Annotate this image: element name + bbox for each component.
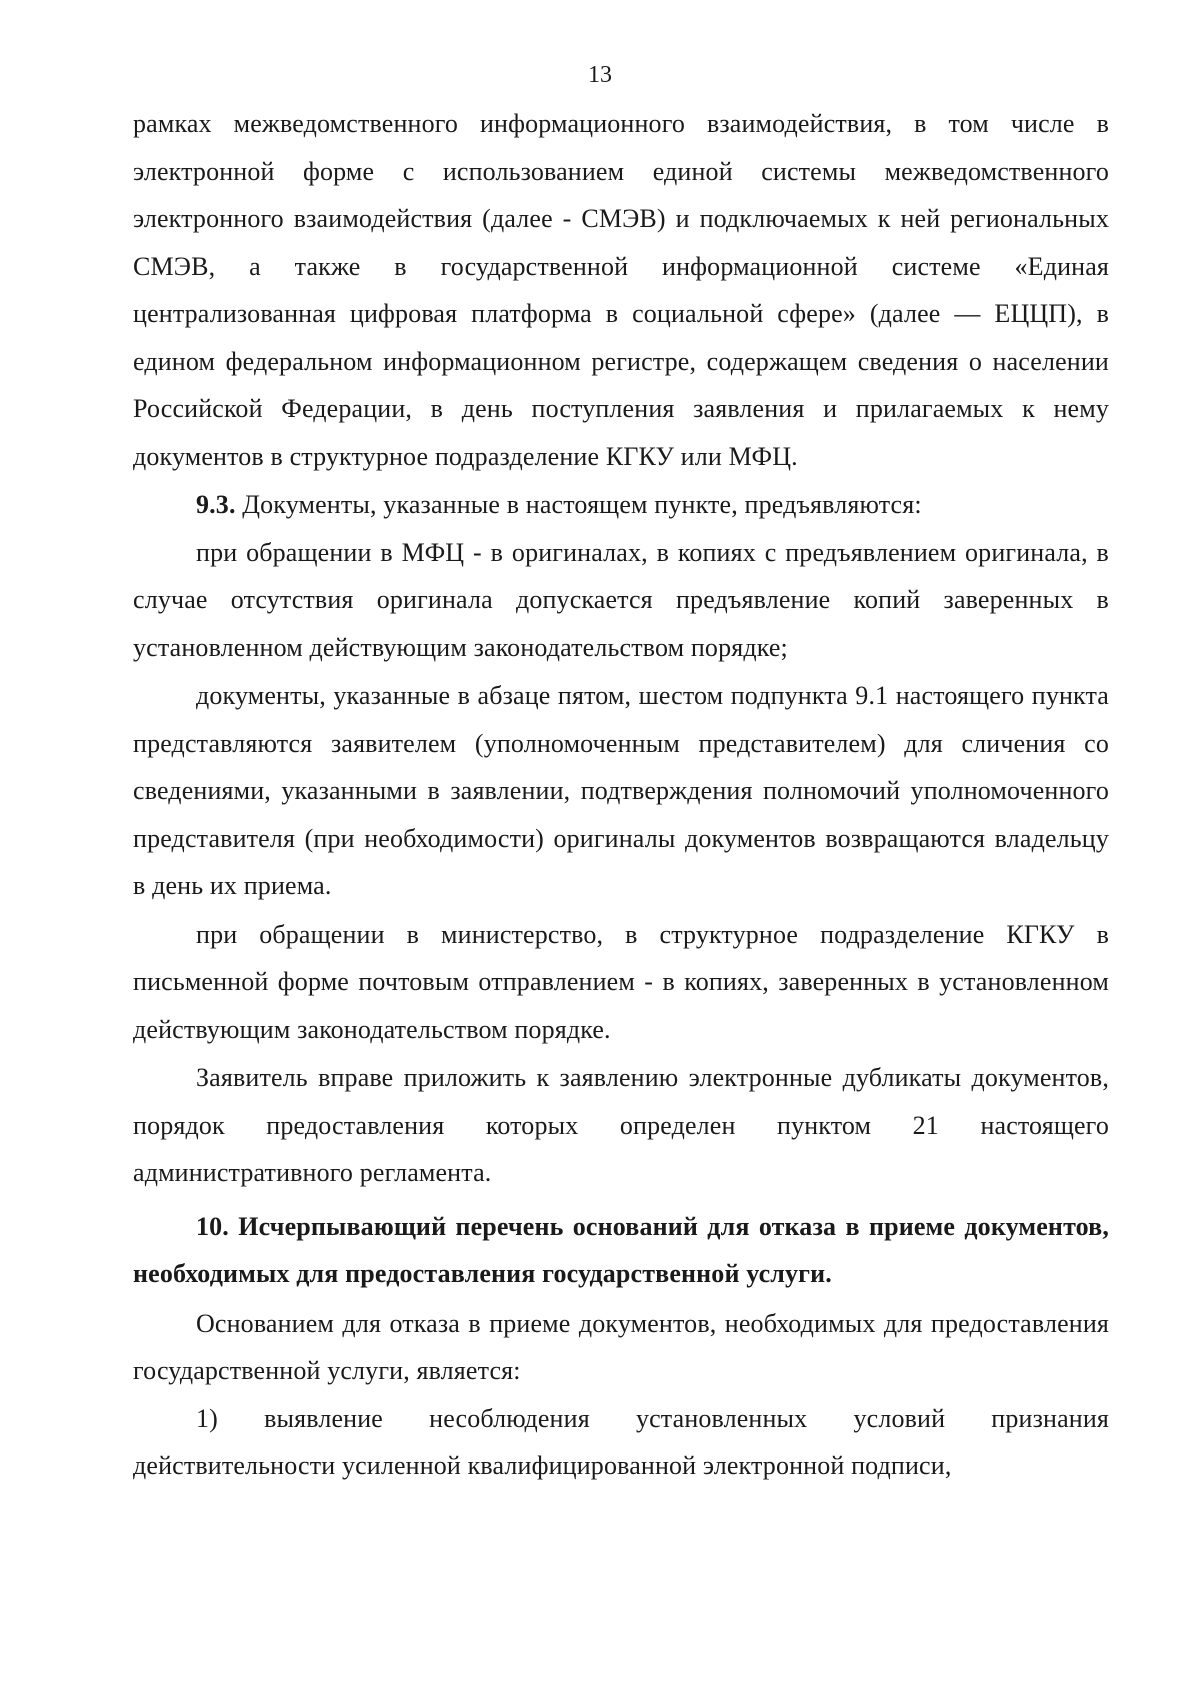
- paragraph-ministry: при обращении в министерство, в структурное подразделение КГКУ в письменной форме почтовым отправлением - в копиях, заверенных в установленном действующим законодательством порядке.: [133, 919, 1109, 1044]
- paragraph-grounds: Основанием для отказа в приеме документов, необходимых для предоставления государственной услуги, является:: [133, 1308, 1109, 1385]
- paragraph-continuation: рамках межведомственного информационного взаимодействия, в том числе в электронной форме с использованием единой системы межведомственного электронного взаимодействия (далее - СМЭВ) и подключаемых к ней региональных СМЭВ, а также в государственной информационной системе «Единая централизованная цифровая платформа в социальной сфере» (далее — ЕЦЦП), в едином федеральном информационном регистре, содержащем сведения о населении Российской Федерации, в день поступления заявления и прилагаемых к нему документов в структурное подразделение КГКУ или МФЦ.: [133, 109, 1109, 471]
- paragraph-mfc: при обращении в МФЦ - в оригиналах, в копиях с предъявлением оригинала, в случае отсутствия оригинала допускается предъявление копий заверенных в установленном действующим законодательством порядке;: [133, 537, 1109, 662]
- section-heading: 10. Исчерпывающий перечень оснований для отказа в приеме документов, необходимых для предоставления государственной услуги.: [133, 1211, 1109, 1288]
- paragraph-applicant: Заявитель вправе приложить к заявлению электронные дубликаты документов, порядок предоставления которых определен пунктом 21 настоящего административного регламента.: [133, 1063, 1109, 1187]
- clause-text: Документы, указанные в настоящем пункте, предъявляются:: [235, 490, 922, 519]
- page-number: 13: [588, 62, 612, 88]
- paragraph-9-3: [133, 481, 1109, 529]
- paragraph-documents: документы, указанные в абзаце пятом, шестом подпункта 9.1 настоящего пункта представляются заявителем (уполномоченным представителем) для сличения со сведениями, указанными в заявлении, подтверждения полномочий уполномоченного представителя (при необходимости) оригиналы документов возвращаются владельцу в день их приема.: [133, 681, 1109, 900]
- clause-number: 9.3.: [196, 490, 236, 519]
- document-body: [133, 100, 1109, 1490]
- paragraph-item-1: 1) выявление несоблюдения установленных условий признания действительности усиленной квалифицированной электронной подписи,: [133, 1403, 1109, 1480]
